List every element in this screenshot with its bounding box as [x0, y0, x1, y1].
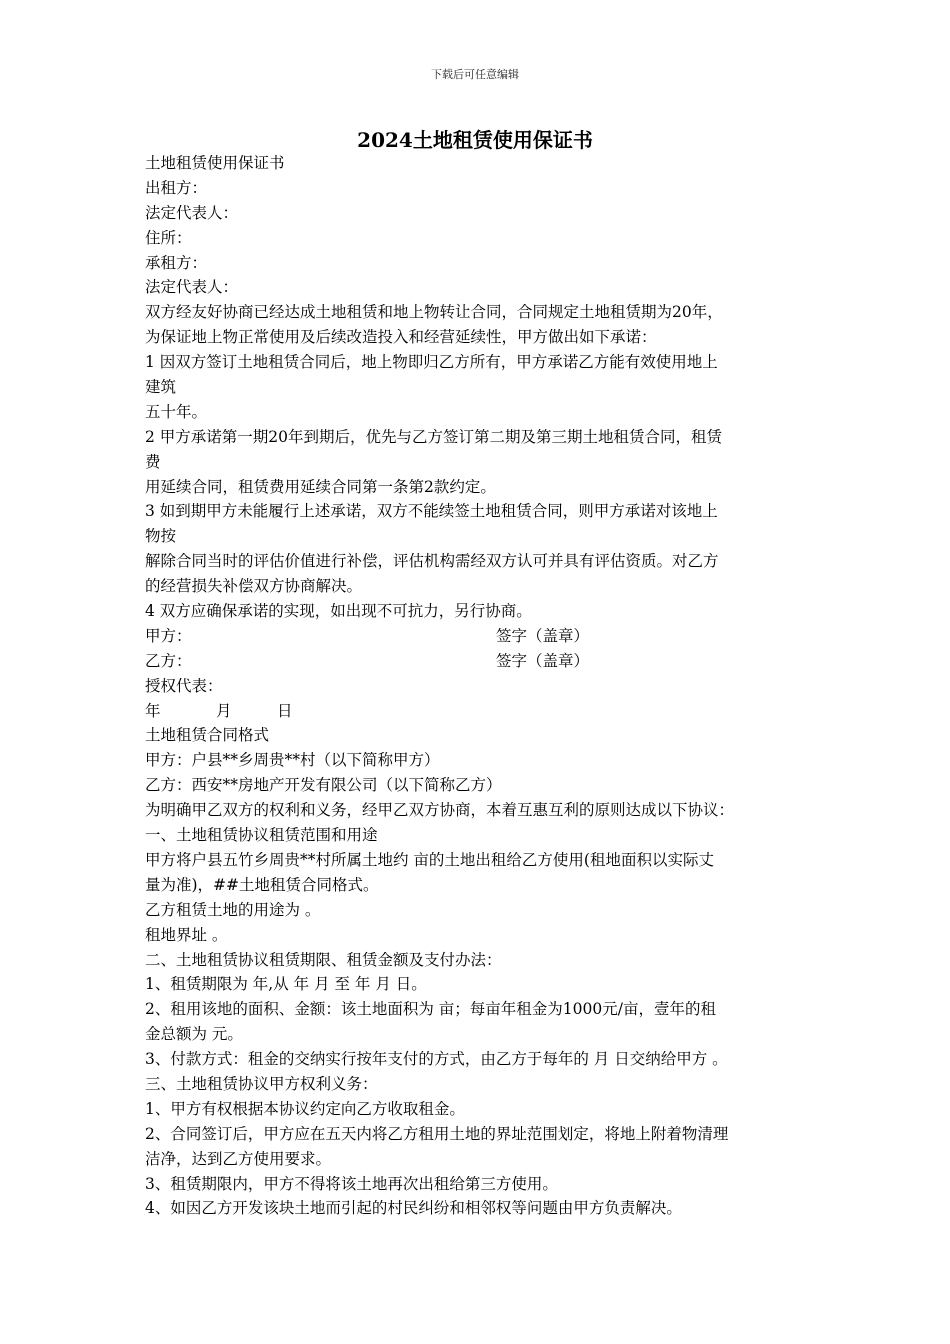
- document-body: [145, 151, 810, 1221]
- party-a-sign-label: 签字（盖章）: [496, 626, 590, 645]
- text-line: 3 如到期甲方未能履行上述承诺，双方不能续签土地租赁合同，则甲方承诺对该地上: [145, 502, 718, 521]
- text-line: 三、土地租赁协议甲方权利义务：: [145, 1074, 378, 1093]
- text-line: 4 双方应确保承诺的实现，如出现不可抗力，另行协商。: [145, 602, 532, 621]
- text-line: 二、土地租赁协议租赁期限、租赁金额及支付办法：: [145, 950, 502, 969]
- party-b-sign-label: 签字（盖章）: [496, 651, 590, 670]
- text-line: 住所：: [145, 228, 192, 247]
- date-year: 年: [145, 701, 161, 720]
- signature-row-party-a: [145, 624, 810, 649]
- text-line: 一、土地租赁协议租赁范围和用途: [145, 826, 378, 845]
- text-line: 2、合同签订后，甲方应在五天内将乙方租用土地的界址范围划定，将地上附着物清理: [145, 1124, 729, 1143]
- text-line: 承租方：: [145, 253, 208, 272]
- text-line: 建筑: [145, 378, 177, 397]
- text-line: 2 甲方承诺第一期20年到期后，优先与乙方签订第二期及第三期土地租赁合同，租赁: [145, 427, 723, 446]
- lease-contract-section: [145, 723, 810, 1221]
- date-line: [145, 699, 810, 724]
- text-line: 土地租赁使用保证书: [145, 154, 285, 172]
- text-line: 洁净，达到乙方使用要求。: [145, 1149, 332, 1168]
- text-line: 租地界址 。: [145, 925, 228, 944]
- text-line: 4、如因乙方开发该块土地而引起的村民纠纷和相邻权等问题由甲方负责解决。: [145, 1199, 682, 1218]
- party-a-label: 甲方：: [145, 626, 192, 645]
- authorized-representative: 授权代表：: [145, 676, 223, 695]
- text-line: 甲方：户县**乡周贵**村（以下简称甲方）: [145, 751, 440, 770]
- text-line: 双方经友好协商已经达成土地租赁和地上物转让合同，合同规定土地租赁期为20年，: [145, 303, 723, 322]
- text-line: 3、付款方式：租金的交纳实行按年支付的方式，由乙方于每年的 月 日交纳给甲方 。: [145, 1050, 728, 1069]
- text-line: 用延续合同，租赁费用延续合同第一条第2款约定。: [145, 477, 496, 496]
- text-line: 乙方：西安**房地产开发有限公司（以下简称乙方）: [145, 776, 502, 795]
- text-line: 为明确甲乙双方的权利和义务，经甲乙双方协商，本着互惠互利的原则达成以下协议：: [145, 801, 735, 820]
- text-line: 土地租赁合同格式: [145, 726, 270, 745]
- text-line: 3、租赁期限内，甲方不得将该土地再次出租给第三方使用。: [145, 1174, 558, 1193]
- text-line: 1、甲方有权根据本协议约定向乙方收取租金。: [145, 1099, 465, 1118]
- text-line: 出租方：: [145, 178, 208, 197]
- date-month: 月: [216, 701, 232, 720]
- date-day: 日: [277, 701, 293, 720]
- text-line: 物按: [145, 527, 177, 546]
- text-line: 量为准)，##土地租赁合同格式。: [145, 875, 379, 894]
- party-b-label: 乙方：: [145, 651, 192, 670]
- text-line: 法定代表人：: [145, 278, 239, 297]
- guarantee-section: [145, 151, 810, 624]
- text-line: 的经营损失补偿双方协商解决。: [145, 577, 363, 596]
- text-line: 1、租赁期限为 年,从 年 月 至 年 月 日。: [145, 975, 427, 994]
- text-line: 金总额为 元。: [145, 1025, 243, 1044]
- signature-row-party-b: [145, 649, 810, 674]
- text-line: 法定代表人：: [145, 203, 239, 222]
- text-line: 1 因双方签订土地租赁合同后，地上物即归乙方所有，甲方承诺乙方能有效使用地上: [145, 353, 718, 372]
- text-line: 2、租用该地的面积、金额：该土地面积为 亩；每亩年租金为1000元/亩，壹年的租: [145, 1000, 716, 1019]
- header-note: 下载后可任意编辑: [431, 68, 519, 81]
- text-line: 为保证地上物正常使用及后续改造投入和经营延续性，甲方做出如下承诺：: [145, 328, 657, 347]
- text-line: 甲方将户县五竹乡周贵**村所属土地约 亩的土地出租给乙方使用(租地面积以实际丈: [145, 850, 714, 869]
- text-line: 费: [145, 452, 161, 471]
- text-line: 解除合同当时的评估价值进行补偿，评估机构需经双方认可并具有评估资质。对乙方: [145, 552, 719, 571]
- text-line: 乙方租赁土地的用途为 。: [145, 900, 321, 919]
- text-line: 五十年。: [145, 402, 208, 421]
- page-title: 2024土地租赁使用保证书: [357, 128, 593, 152]
